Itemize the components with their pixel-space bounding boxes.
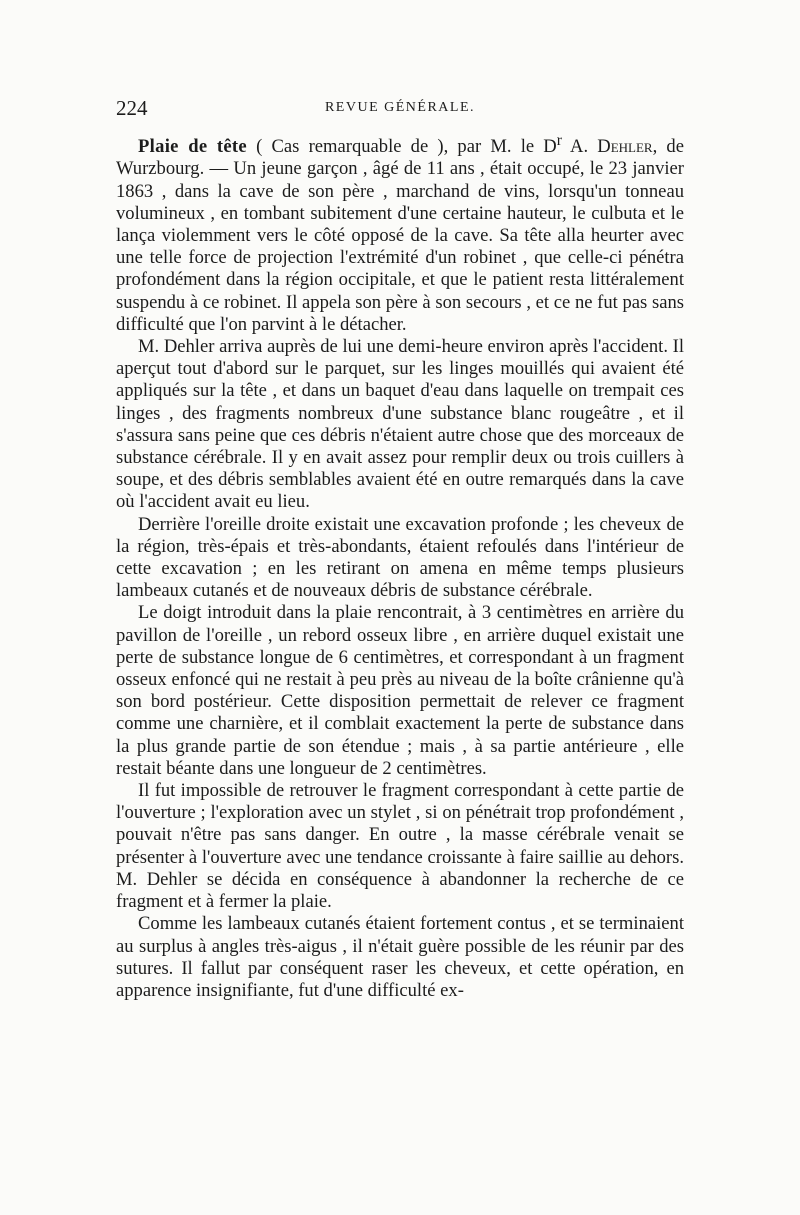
byline-initial: A.	[561, 136, 598, 158]
byline-open: ( Cas remarquable de ), par M. le D	[246, 136, 557, 158]
author-name: Dehler	[597, 136, 653, 158]
article-first-paragraph	[116, 130, 684, 336]
paragraph: M. Dehler arriva auprès de lui une demi-heure environ après l'accident. Il aperçut tout d'abord sur le parquet, sur les linges mouillés qui avaient été appliqués sur la tête , et dans un baquet d'eau dans laquelle on trempait ces linges , des fragments nombreux d'une substance blanc rougeâtre , et il s'assura sans peine que ces débris n'étaient autre chose que des morceaux de substance cérébrale. Il y en avait assez pour remplir deux ou trois cuillers à soupe, et des débris semblables avaient été en outre remarqués dans la cave où l'accident avait eu lieu.	[116, 336, 684, 513]
paragraph: Le doigt introduit dans la plaie rencontrait, à 3 centimètres en arrière du pavillon de l'oreille , un rebord osseux libre , en arrière duquel existait une perte de substance longue de 6 centimètres, et correspondant à un fragment osseux enfoncé qui ne restait à peu près au niveau de la boîte crânienne qu'à son bord postérieur. Cette disposition permettait de relever ce fragment comme une charnière, et il comblait exactement la perte de substance dans la plus grande partie de son étendue ; mais , à sa partie antérieure , elle restait béante dans une longueur de 2 centimètres.	[116, 602, 684, 779]
page-header	[116, 96, 684, 124]
paragraph: Comme les lambeaux cutanés étaient fortement contus , et se terminaient au surplus à angles très-aigus , il n'était guère possible de les réunir par des sutures. Il fallut par conséquent raser les cheveux, et cette opération, en apparence insignifiante, fut d'une difficulté ex-	[116, 913, 684, 1001]
page-number: 224	[116, 96, 148, 120]
byline-rest: , de Wurzbourg. — Un jeune garçon , âgé de 11 ans , était occupé, le 23 janvier 1863 , dans la cave de son père , marchand de vins, lorsqu'un tonneau volumineux , en tombant subitement d'une certaine hauteur, le culbuta et le lança violemment vers le côté opposé de la cave. Sa tête alla heurter avec une telle force de projection l'extrémité d'un robinet , que celle-ci pénétra profondément dans la région occipitale, et que le patient resta littéralement suspendu à ce robinet. Il appela son père à son secours , et ce ne fut pas sans difficulté que l'on parvint à le détacher.	[116, 136, 684, 335]
paragraph: Il fut impossible de retrouver le fragment correspondant à cette partie de l'ouverture ; l'exploration avec un stylet , si on pénétrait trop profondément , pouvait n'être pas sans danger. En outre , la masse cérébrale venait se présenter à l'ouverture avec une tendance croissante à faire saillie au dehors. M. Dehler se décida en conséquence à abandonner la recherche de ce fragment et à fermer la plaie.	[116, 780, 684, 913]
article-body	[116, 130, 684, 1002]
article-title: Plaie de tête	[138, 136, 247, 158]
paragraph: Derrière l'oreille droite existait une excavation profonde ; les cheveux de la région, très-épais et très-abondants, étaient refoulés dans l'intérieur de cette excavation ; en les retirant on amena en même temps plusieurs lambeaux cutanés et de nouveaux débris de substance cérébrale.	[116, 513, 684, 602]
byline-sup: r	[556, 132, 562, 149]
running-title: REVUE GÉNÉRALE.	[324, 100, 476, 115]
